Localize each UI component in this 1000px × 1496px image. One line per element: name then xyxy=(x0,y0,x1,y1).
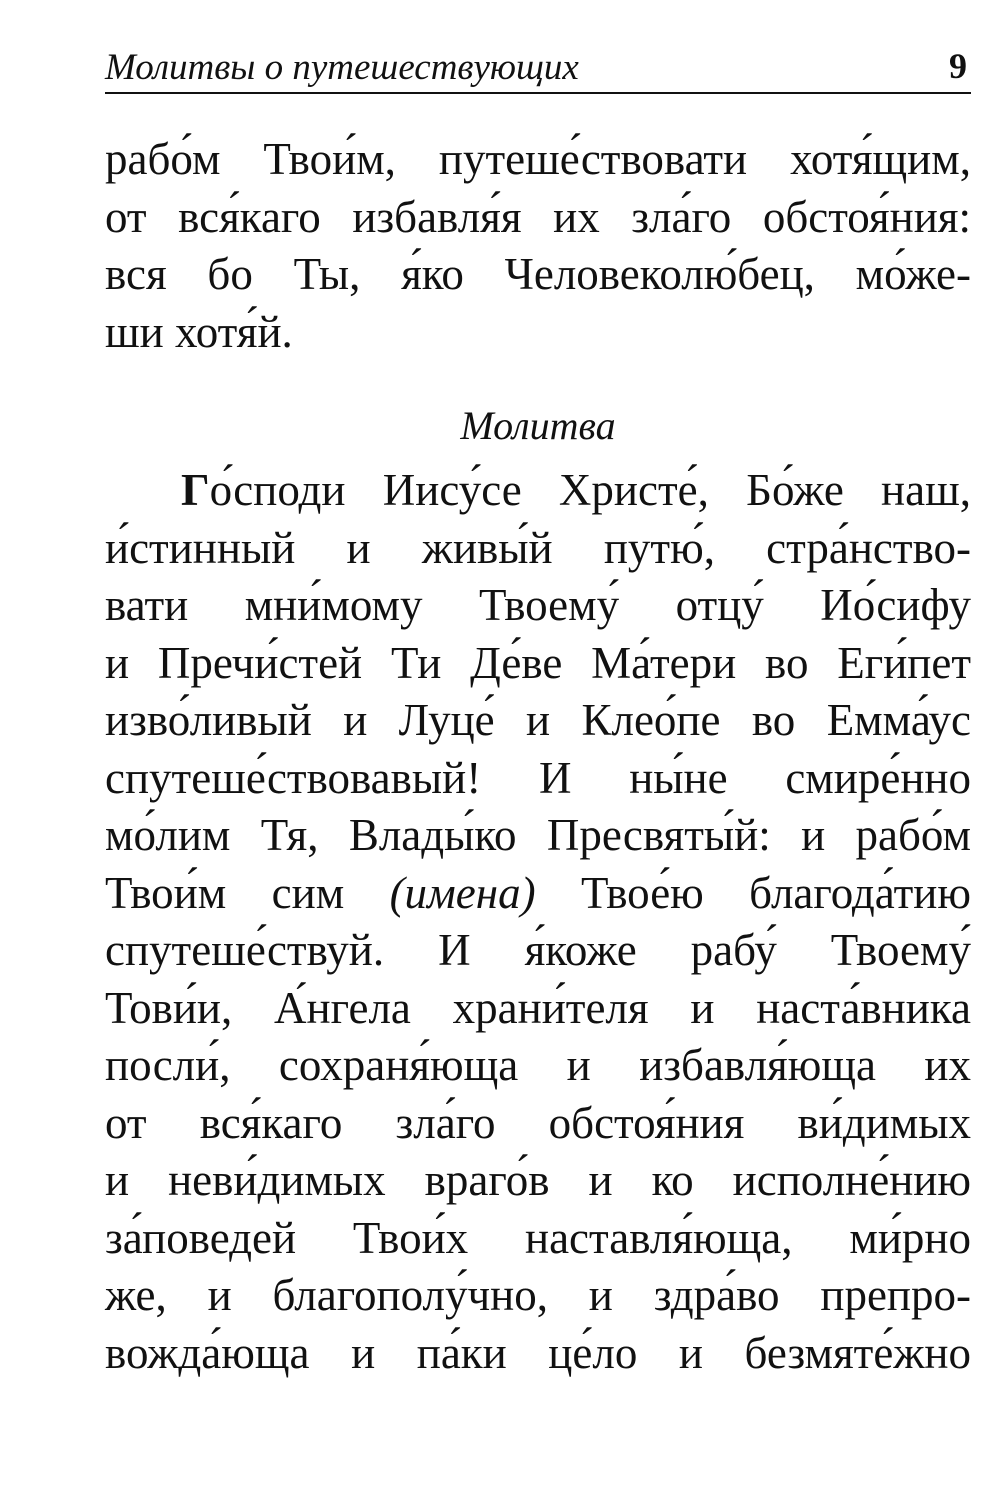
continued-paragraph xyxy=(105,131,971,361)
text-line: и́стинный и живы́й путю́, стра́нство- xyxy=(105,522,971,573)
text-line: рабо́м Твои́м, путеше́ствовати хотя́щим, xyxy=(105,134,971,184)
rubric-line-start: Твои́м сим xyxy=(105,867,390,918)
running-head xyxy=(105,42,971,94)
rubric-names: (имена) xyxy=(389,867,536,918)
text-line: от вся́каго избавля́я их зла́го обстоя́ния: xyxy=(105,191,971,242)
initial-letter: Г xyxy=(181,465,210,515)
rubric-line-end: Твое́ю благода́тию xyxy=(535,867,971,918)
text-line: посли́, сохраня́юща и избавля́юща их xyxy=(105,1040,971,1090)
text-line: от вся́каго зла́го обстоя́ния ви́димых xyxy=(105,1097,971,1148)
text-line: спутеше́ствовавый! И ны́не смире́нно xyxy=(105,752,971,803)
text-line: за́поведей Твои́х наставля́юща, ми́рно xyxy=(105,1212,971,1263)
text-line-first xyxy=(105,462,971,520)
first-line-text: о́споди Иису́се Христе́, Бо́же наш, xyxy=(209,465,971,515)
text-line: же, и благополу́чно, и здра́во препро- xyxy=(105,1270,971,1320)
page-number: 9 xyxy=(949,46,967,86)
text-line-with-rubric xyxy=(105,865,971,923)
text-line: вати мни́мому Твоему́ отцу́ Ио́сифу xyxy=(105,580,971,630)
text-line: мо́лим Тя, Влады́ко Пресвяты́й: и рабо́м xyxy=(105,810,971,860)
text-line: и Пречи́стей Ти Де́ве Ма́тери во Еги́пет xyxy=(105,637,971,688)
running-title: Молитвы о путешествующих xyxy=(105,47,579,88)
text-line: изво́ливый и Луце́ и Клео́пе во Емма́ус xyxy=(105,695,971,745)
text-line: ши хотя́й. xyxy=(105,306,293,357)
text-line: вся бо Ты, я́ко Человеколю́бец, мо́же- xyxy=(105,249,971,299)
section-heading: Молитва xyxy=(460,403,616,448)
text-line: и неви́димых враго́в и ко исполне́нию xyxy=(105,1155,971,1205)
text-line: спутеше́ствуй. И я́коже рабу́ Твоему́ xyxy=(105,925,971,975)
prayer-paragraph xyxy=(105,462,971,1382)
text-line: Тови́и, А́нгела храни́теля и наста́вника xyxy=(105,982,971,1033)
text-line: вожда́юща и па́ки це́ло и безмяте́жно xyxy=(105,1327,971,1378)
